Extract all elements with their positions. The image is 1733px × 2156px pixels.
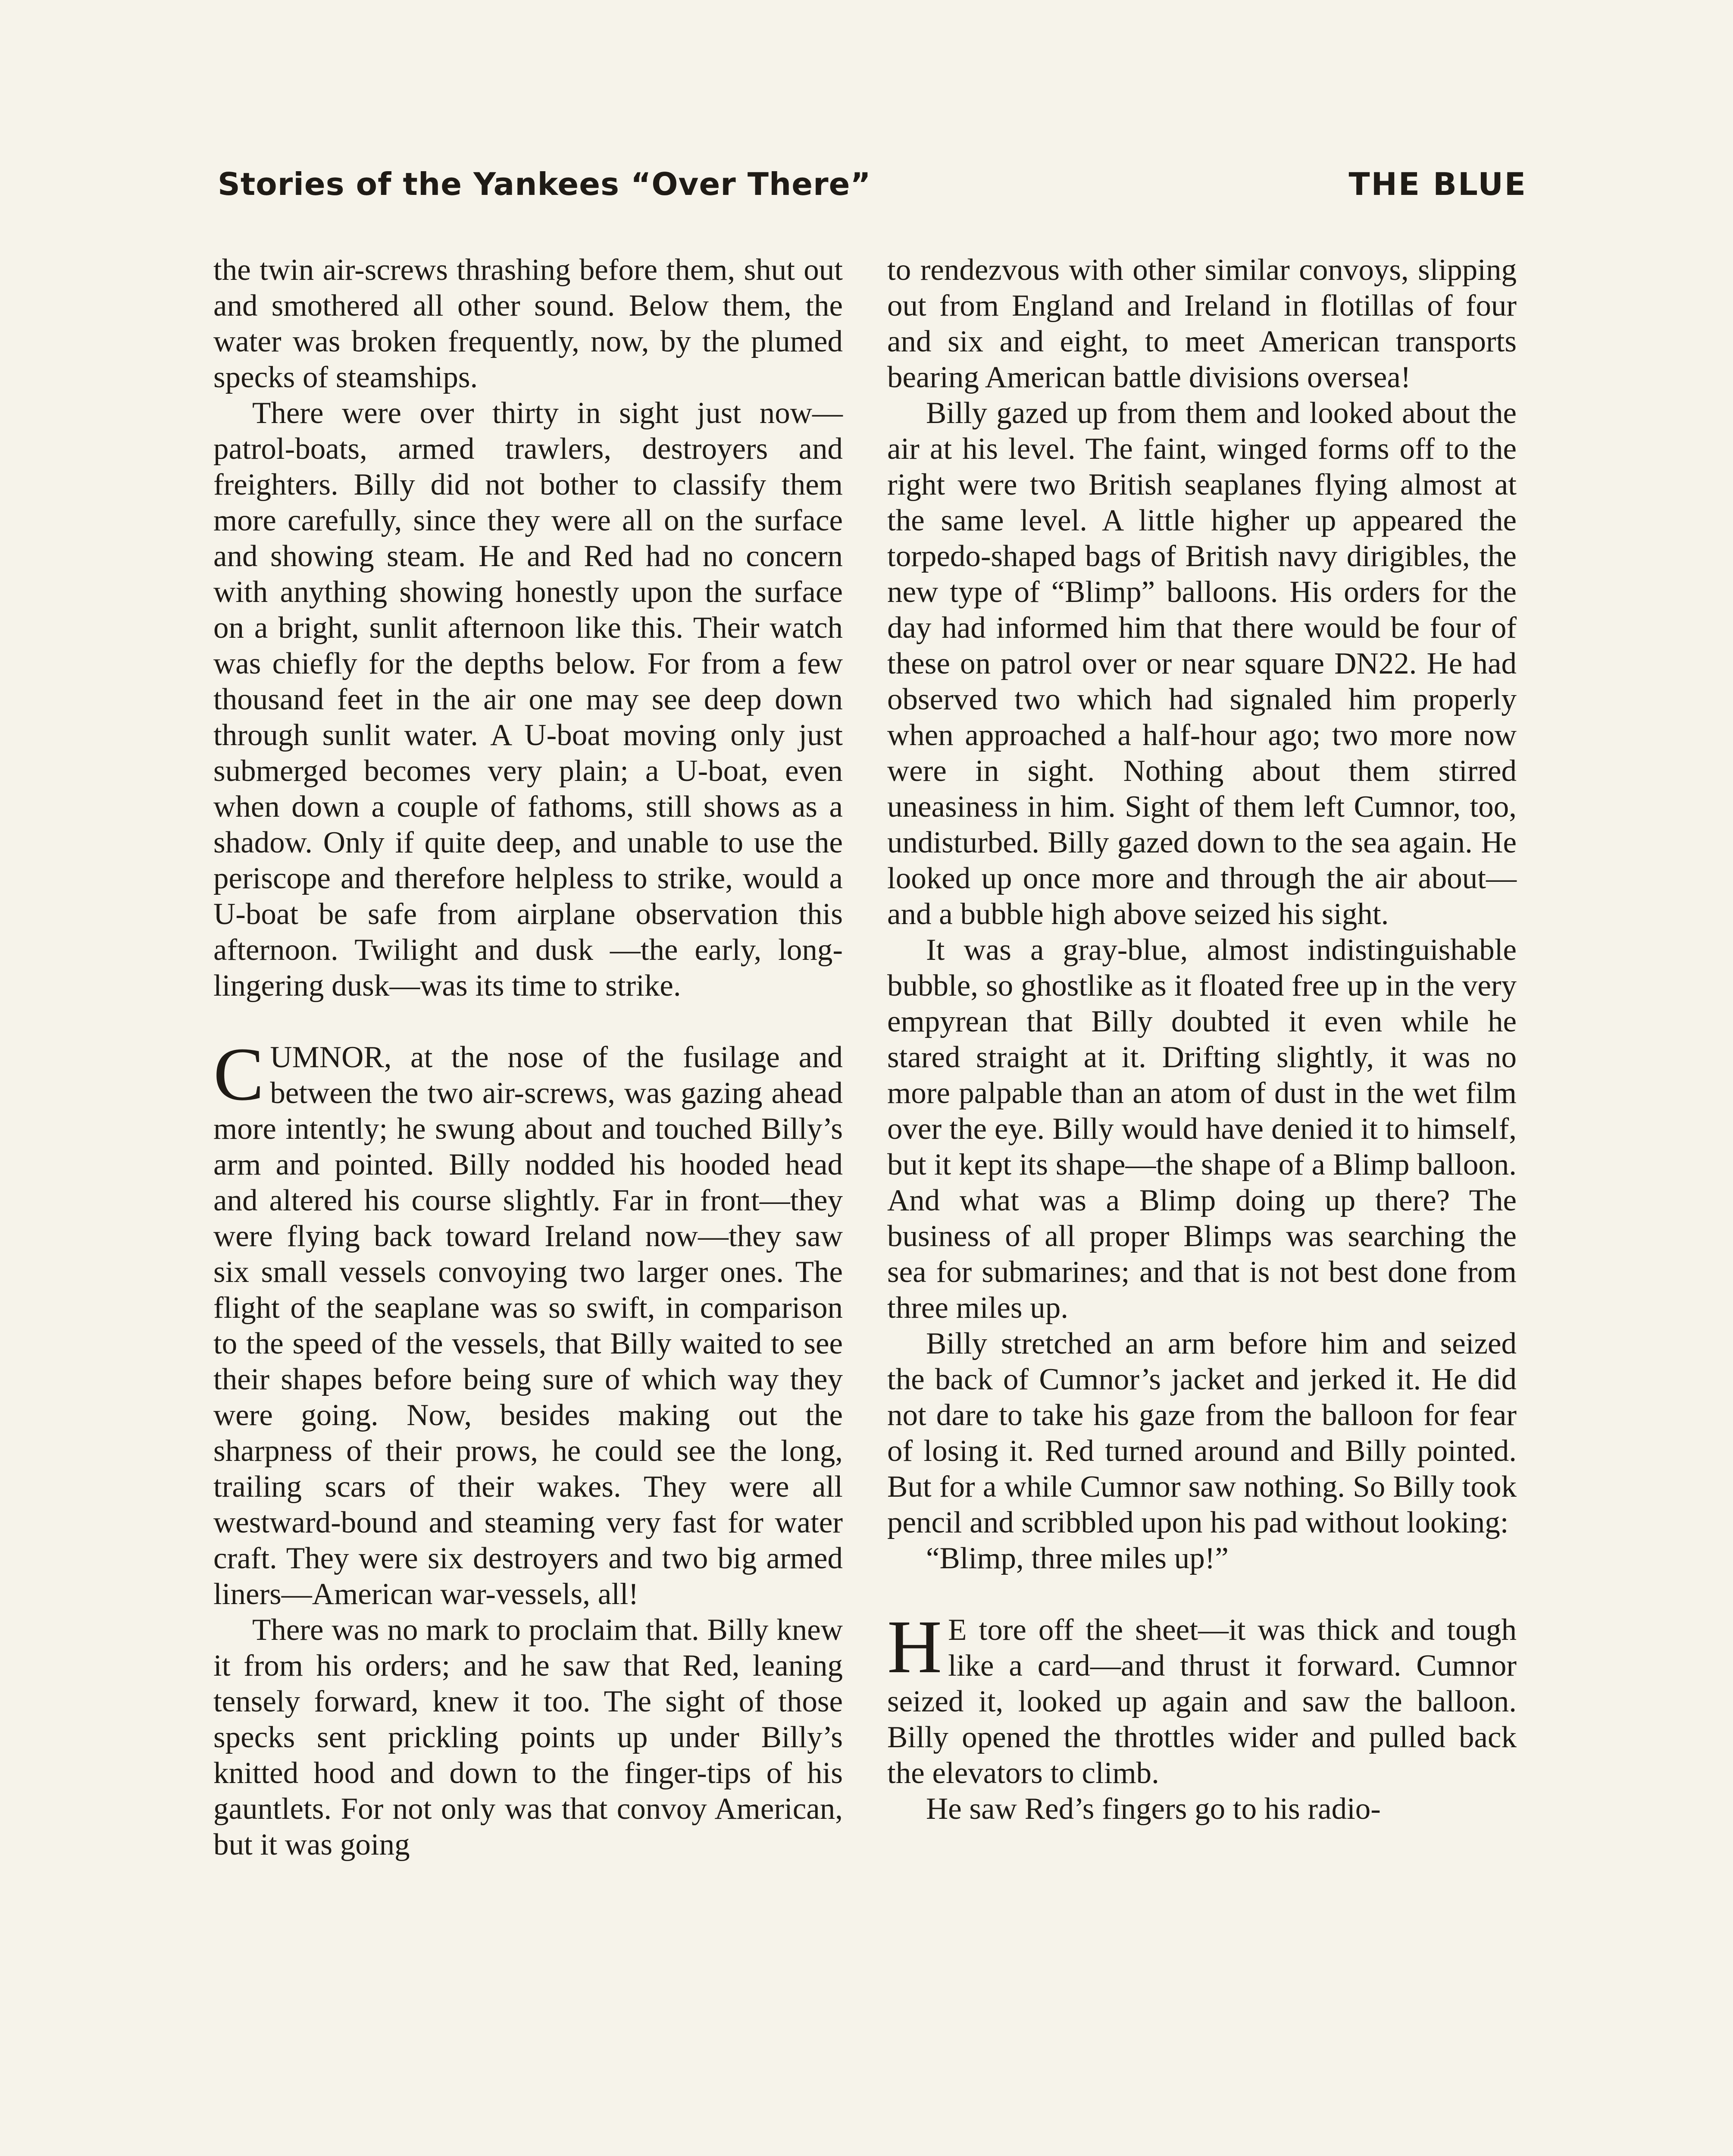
paragraph: to rendezvous with other similar convoys, slipping out from England and Ireland in flotillas of four and six and eight, to meet American transports bearing American battle divisions oversea! [887,253,1517,394]
right-column [887,252,1517,1827]
magazine-title: THE BLUE [1348,166,1527,202]
left-column [213,252,843,1863]
paragraph: He saw Red’s fingers go to his radio- [926,1792,1381,1826]
drop-cap: H [887,1605,942,1689]
paragraph-with-dropcap [213,1032,843,1612]
paragraph: It was a gray-blue, almost indistinguishable bubble, so ghostlike as it floated free up in the very empyrean that Billy doubted it even while he stared straight at it. Drifting slightly, it was no more palpable than an atom of dust in the wet film over the eye. Billy would have denied it to himself, but it kept its shape—the shape of a Blimp balloon. And what was a Blimp doing up there? The business of all proper Blimps was searching the sea for submarines; and that is not best done from three miles up. [887,933,1517,1325]
drop-cap: C [213,1032,264,1116]
paragraph-text: UMNOR, at the nose of the fusilage and between the two air-screws, was gazing ahead more intently; he swung about and touched Billy’s arm and pointed. Billy nodded his hooded head and altered his course slightly. Far in front—they were flying back toward Ireland now—they saw six small vessels convoying two larger ones. The flight of the seaplane was so swift, in comparison to the speed of the vessels, that Billy waited to see their shapes before being sure of which way they were going. Now, besides making out the sharpness of their prows, he could see the long, trailing scars of their wakes. They were all westward-bound and steaming very fast for water craft. They were six destroyers and two big armed liners—American war-vessels, all! [213,1040,843,1611]
paragraph: Billy stretched an arm before him and seized the back of Cumnor’s jacket and jerked it. He did not dare to take his gaze from the balloon for fear of losing it. Red turned around and Billy pointed. But for a while Cumnor saw nothing. So Billy took pencil and scribbled upon his pad without looking: [887,1327,1517,1539]
paragraph-text: E tore off the sheet—it was thick and tough like a card—and thrust it forward. Cumnor seized it, looked up again and saw the balloon. Billy opened the throttles wider and pulled back the elevators to climb. [887,1613,1517,1790]
running-title: Stories of the Yankees “Over There” [218,166,871,202]
paragraph-with-dropcap [887,1605,1517,1791]
paragraph: Billy gazed up from them and looked about the air at his level. The faint, winged forms off to the right were two British seaplanes flying almost at the same level. A little higher up appeared the torpedo-shaped bags of British navy dirigibles, the new type of “Blimp” balloons. His orders for the day had informed him that there would be four of these on patrol over or near square DN22. He had observed two which had signaled him properly when approached a half-hour ago; two more now were in sight. Nothing about them stirred uneasiness in him. Sight of them left Cumnor, too, undisturbed. Billy gazed down to the sea again. He looked up once more and through the air about—and a bubble high above seized his sight. [887,396,1517,931]
paragraph: There were over thirty in sight just now—patrol-boats, armed trawlers, destroyers and freighters. Billy did not bother to classify them more carefully, since they were all on the surface and showing steam. He and Red had no concern with anything showing honestly upon the surface on a bright, sunlit afternoon like this. Their watch was chiefly for the depths below. For from a few thousand feet in the air one may see deep down through sunlit water. A U-boat moving only just submerged becomes very plain; a U-boat, even when down a couple of fathoms, still shows as a shadow. Only if quite deep, and unable to use the periscope and therefore helpless to strike, would a U-boat be safe from airplane observation this afternoon. Twilight and dusk —the early, long-lingering dusk—was its time to strike. [213,396,843,1003]
quoted-note: “Blimp, three miles up!” [926,1542,1229,1575]
paragraph: the twin air-screws thrashing before them, shut out and smothered all other sound. Below them, the water was broken frequently, now, by the plumed specks of steamships. [213,253,843,394]
paragraph: There was no mark to proclaim that. Billy knew it from his orders; and he saw that Red, leaning tensely forward, knew it too. The sight of those specks sent prickling points up under Billy’s knitted hood and down to the finger-tips of his gauntlets. For not only was that convoy American, but it was going [213,1613,843,1861]
